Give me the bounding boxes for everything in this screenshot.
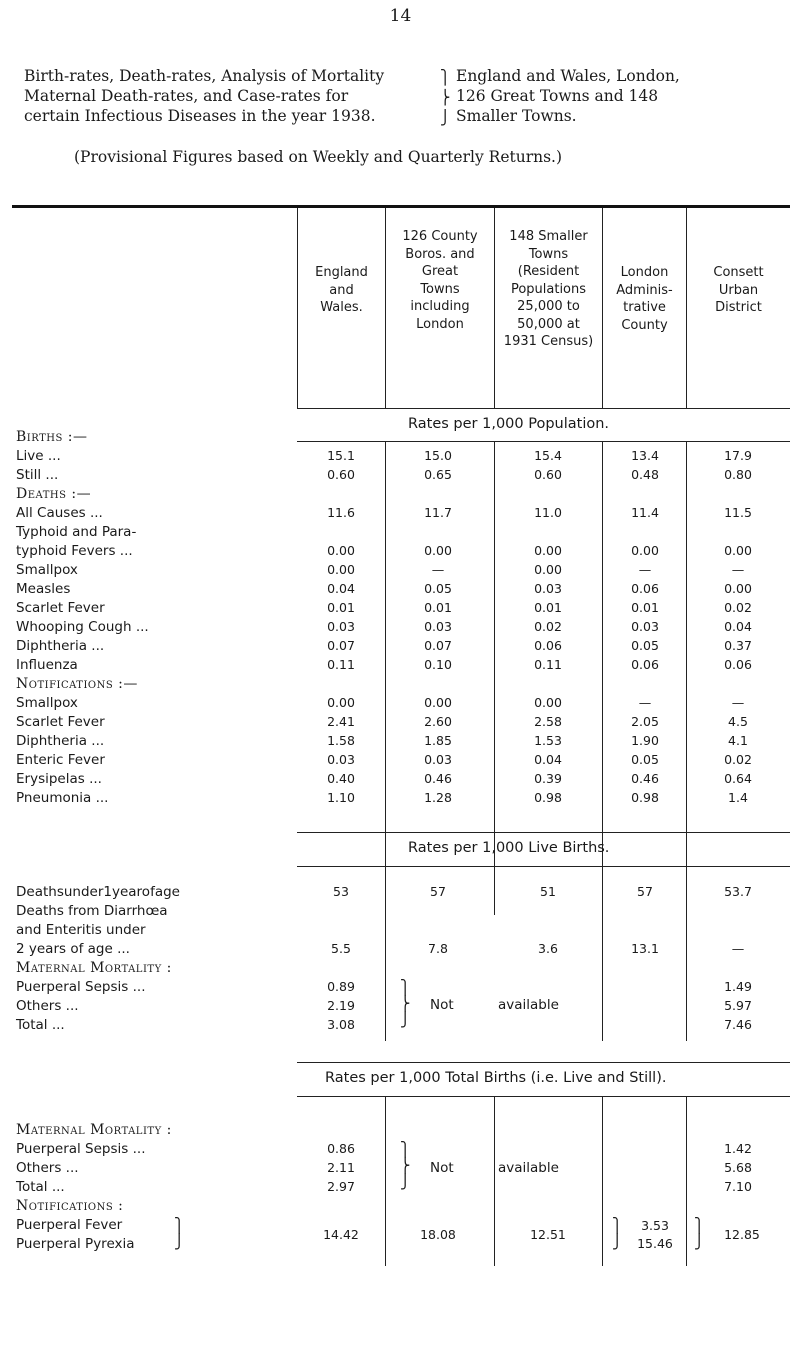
cell-erysipelas-2: 0.39: [534, 771, 562, 786]
cell-mm2-others-0: 2.11: [327, 1160, 355, 1175]
cell-smallpox-n-1: 0.00: [424, 695, 452, 710]
cell-live-4: 17.9: [724, 448, 752, 463]
hdr-text: District: [715, 300, 762, 315]
cell-whooping-2: 0.02: [534, 619, 562, 634]
cell-pneumonia-1: 1.28: [424, 790, 452, 805]
row-label-diarrhoea-2: and Enteritis under: [16, 922, 146, 938]
row-label-erysipelas: Erysipelas ...: [16, 771, 102, 787]
hdr-text: London: [620, 265, 669, 280]
mm1-available: available: [498, 997, 559, 1013]
cell-enteric-3: 0.05: [631, 752, 659, 767]
header-126-towns: [386, 228, 494, 333]
cell-enteric-1: 0.03: [424, 752, 452, 767]
cell-mm1-others-1: 5.97: [724, 998, 752, 1013]
cell-typhoid-1: 0.00: [424, 543, 452, 558]
band3-col-line-3: [494, 1096, 495, 1266]
cell-puerperal-0: 14.42: [323, 1227, 359, 1242]
hdr-text: England: [315, 265, 368, 280]
cell-live-3: 13.4: [631, 448, 659, 463]
cell-measles-1: 0.05: [424, 581, 452, 596]
cell-typhoid-4: 0.00: [724, 543, 752, 558]
cell-scarlet-d-1: 0.01: [424, 600, 452, 615]
section-births: Births :—: [16, 429, 88, 445]
hdr-text: Wales.: [320, 300, 363, 315]
cell-puerperal-1: 18.08: [420, 1227, 456, 1242]
cell-under1-3: 57: [637, 884, 653, 899]
cell-mm1-total-1: 7.46: [724, 1017, 752, 1032]
title-line-1: Birth-rates, Death-rates, Analysis of Mortality: [24, 67, 385, 85]
cell-mm2-others-1: 5.68: [724, 1160, 752, 1175]
band3-col-line-5: [686, 1096, 687, 1266]
cell-scarlet-n-2: 2.58: [534, 714, 562, 729]
hdr-text: Towns: [528, 246, 569, 262]
hdr-text: trative: [623, 300, 666, 315]
row-label-diarrhoea-3: 2 years of age ...: [16, 941, 130, 957]
cell-influenza-2: 0.11: [534, 657, 562, 672]
title-right-line-3: Smaller Towns.: [456, 107, 577, 125]
hdr-text: 1931 Census): [503, 334, 594, 349]
row-label-all-causes: All Causes ...: [16, 505, 103, 521]
title-right-line-1: England and Wales, London,: [456, 67, 680, 85]
cell-pneumonia-3: 0.98: [631, 790, 659, 805]
header-england-wales: [298, 264, 385, 317]
cell-puerperal-3: 3.53: [641, 1218, 669, 1233]
cell-smallpox-d-3: —: [638, 562, 652, 577]
cell-still-3: 0.48: [631, 467, 659, 482]
cell-scarlet-n-1: 2.60: [424, 714, 452, 729]
section-deaths: Deaths :—: [16, 486, 92, 502]
header-london: [603, 264, 686, 334]
cell-scarlet-d-2: 0.01: [534, 600, 562, 615]
row-label-under1: Deathsunder1yearofage: [16, 884, 180, 900]
band2-col-line-2: [385, 866, 386, 1041]
cell-scarlet-n-4: 4.5: [728, 714, 748, 729]
cell-diarrhoea-1: 7.8: [428, 941, 448, 956]
title-right-line-2: 126 Great Towns and 148: [456, 87, 659, 105]
cell-mm2-sepsis-0: 0.86: [327, 1141, 355, 1156]
band3-col-line-2: [385, 1096, 386, 1266]
row-label-influenza: Influenza: [16, 657, 78, 673]
title-brace: ⎫ ⎬ ⎭: [440, 70, 451, 126]
hdr-text: including: [410, 299, 470, 314]
band1-col-line-2: [385, 441, 386, 915]
title-line-2: Maternal Death-rates, and Case-rates for: [24, 87, 349, 105]
cell-influenza-1: 0.10: [424, 657, 452, 672]
cell-under1-4: 53.7: [724, 884, 752, 899]
cell-diphtheria-d-1: 0.07: [424, 638, 452, 653]
hdr-text: 25,000 to: [517, 299, 580, 314]
band-per-total-births: Rates per 1,000 Total Births (i.e. Live and Still).: [325, 1070, 667, 1086]
cell-all-causes-2: 11.0: [534, 505, 562, 520]
cell-smallpox-n-2: 0.00: [534, 695, 562, 710]
mm2-available: available: [498, 1160, 559, 1176]
cell-whooping-3: 0.03: [631, 619, 659, 634]
cell-smallpox-d-1: —: [431, 562, 445, 577]
cell-puerperal-2: 12.51: [530, 1227, 566, 1242]
mm1-brace: ⎫ ⎬ ⎭: [400, 980, 411, 1028]
cell-mm2-total-0: 2.97: [327, 1179, 355, 1194]
band-3-top-rule: [297, 1062, 790, 1063]
cell-mm1-sepsis-1: 1.49: [724, 979, 752, 994]
hdr-text: County: [621, 317, 668, 333]
hdr-text: Boros. and: [405, 246, 475, 262]
row-label-mm1-sepsis: Puerperal Sepsis ...: [16, 979, 146, 995]
hdr-text: Populations: [510, 281, 587, 297]
cell-smallpox-d-4: —: [731, 562, 745, 577]
row-label-mm2-others: Others ...: [16, 1160, 79, 1176]
cell-smallpox-n-4: —: [731, 695, 745, 710]
mm2-not: Not: [430, 1160, 454, 1176]
cell-erysipelas-1: 0.46: [424, 771, 452, 786]
row-label-mm1-total: Total ...: [16, 1017, 65, 1033]
cell-typhoid-0: 0.00: [327, 543, 355, 558]
london-puerperal-brace: ⎫ ⎭: [612, 1218, 623, 1250]
cell-diphtheria-n-0: 1.58: [327, 733, 355, 748]
cell-still-0: 0.60: [327, 467, 355, 482]
band-2-rule: [297, 866, 790, 867]
cell-still-4: 0.80: [724, 467, 752, 482]
mm2-brace: ⎫ ⎬ ⎭: [400, 1142, 411, 1190]
cell-diarrhoea-3: 13.1: [631, 941, 659, 956]
title-left: [24, 66, 384, 126]
row-label-smallpox-deaths: Smallpox: [16, 562, 78, 578]
cell-all-causes-0: 11.6: [327, 505, 355, 520]
band2-col-line-5: [686, 866, 687, 1041]
title-right: [456, 66, 680, 126]
cell-diarrhoea-4: —: [731, 941, 745, 956]
hdr-text: London: [416, 316, 464, 332]
cell-live-2: 15.4: [534, 448, 562, 463]
cell-enteric-0: 0.03: [327, 752, 355, 767]
row-label-mm1-others: Others ...: [16, 998, 79, 1014]
cell-whooping-4: 0.04: [724, 619, 752, 634]
cell-mm1-total-0: 3.08: [327, 1017, 355, 1032]
cell-all-causes-4: 11.5: [724, 505, 752, 520]
row-label-still: Still ...: [16, 467, 59, 483]
cell-diphtheria-n-2: 1.53: [534, 733, 562, 748]
cell-still-1: 0.65: [424, 467, 452, 482]
hdr-text: 50,000 at: [517, 316, 580, 332]
row-label-pneumonia: Pneumonia ...: [16, 790, 109, 806]
cell-smallpox-d-0: 0.00: [327, 562, 355, 577]
cell-diarrhoea-0: 5.5: [331, 941, 351, 956]
cell-mm1-others-0: 2.19: [327, 998, 355, 1013]
cell-influenza-3: 0.06: [631, 657, 659, 672]
section-maternal-1: Maternal Mortality :: [16, 960, 172, 976]
cell-live-0: 15.1: [327, 448, 355, 463]
section-notifications-2: Notifications :: [16, 1198, 124, 1214]
hdr-text: Great: [421, 264, 459, 279]
cell-erysipelas-3: 0.46: [631, 771, 659, 786]
cell-enteric-4: 0.02: [724, 752, 752, 767]
band2-col-line-4: [602, 866, 603, 1041]
cell-diphtheria-d-3: 0.05: [631, 638, 659, 653]
cell-live-1: 15.0: [424, 448, 452, 463]
cell-whooping-1: 0.03: [424, 619, 452, 634]
cell-pneumonia-4: 1.4: [728, 790, 748, 805]
hdr-text: Towns: [420, 281, 460, 297]
band-per-live-births: Rates per 1,000 Live Births.: [408, 840, 610, 856]
band-per-population: Rates per 1,000 Population.: [408, 416, 610, 432]
row-label-typhoid-2: typhoid Fevers ...: [16, 543, 133, 559]
cell-diarrhoea-2: 3.6: [538, 941, 558, 956]
cell-scarlet-d-4: 0.02: [724, 600, 752, 615]
row-label-live: Live ...: [16, 448, 61, 464]
cell-mm2-sepsis-1: 1.42: [724, 1141, 752, 1156]
mm1-not: Not: [430, 997, 454, 1013]
cell-pneumonia-2: 0.98: [534, 790, 562, 805]
hdr-text: Consett: [713, 265, 764, 280]
cell-diphtheria-d-2: 0.06: [534, 638, 562, 653]
cell-under1-1: 57: [430, 884, 446, 899]
row-label-puerperal-pyrexia: Puerperal Pyrexia: [16, 1236, 135, 1252]
cell-influenza-0: 0.11: [327, 657, 355, 672]
cell-smallpox-n-0: 0.00: [327, 695, 355, 710]
cell-scarlet-d-3: 0.01: [631, 600, 659, 615]
cell-all-causes-3: 11.4: [631, 505, 659, 520]
cell-under1-0: 53: [333, 884, 349, 899]
cell-influenza-4: 0.06: [724, 657, 752, 672]
cell-whooping-0: 0.03: [327, 619, 355, 634]
cell-measles-2: 0.03: [534, 581, 562, 596]
top-rule: [12, 205, 790, 208]
cell-pneumonia-0: 1.10: [327, 790, 355, 805]
row-label-diarrhoea-1: Deaths from Diarrhœa: [16, 903, 168, 919]
cell-mm2-total-1: 7.10: [724, 1179, 752, 1194]
row-label-scarlet-deaths: Scarlet Fever: [16, 600, 105, 616]
row-label-mm2-total: Total ...: [16, 1179, 65, 1195]
header-consett: [687, 264, 790, 317]
row-label-scarlet-notif: Scarlet Fever: [16, 714, 105, 730]
row-label-whooping: Whooping Cough ...: [16, 619, 149, 635]
hdr-text: (Resident: [517, 264, 580, 279]
row-label-smallpox-notif: Smallpox: [16, 695, 78, 711]
cell-measles-0: 0.04: [327, 581, 355, 596]
cell-scarlet-n-3: 2.05: [631, 714, 659, 729]
band-2-top-rule: [297, 832, 790, 833]
row-label-diphtheria-notif: Diphtheria ...: [16, 733, 105, 749]
hdr-text: 148 Smaller: [509, 229, 588, 244]
cell-diphtheria-n-1: 1.85: [424, 733, 452, 748]
cell-mm1-sepsis-0: 0.89: [327, 979, 355, 994]
section-maternal-2: Maternal Mortality :: [16, 1122, 172, 1138]
cell-diphtheria-n-3: 1.90: [631, 733, 659, 748]
row-label-typhoid-1: Typhoid and Para-: [16, 524, 137, 540]
hdr-text: and: [329, 282, 354, 298]
puerperal-label-brace: ⎫ ⎭: [174, 1218, 185, 1250]
cell-erysipelas-0: 0.40: [327, 771, 355, 786]
hdr-text: Urban: [718, 282, 759, 298]
row-label-diphtheria-deaths: Diphtheria ...: [16, 638, 105, 654]
cell-enteric-2: 0.04: [534, 752, 562, 767]
row-label-mm2-sepsis: Puerperal Sepsis ...: [16, 1141, 146, 1157]
row-label-enteric: Enteric Fever: [16, 752, 105, 768]
cell-erysipelas-4: 0.64: [724, 771, 752, 786]
band3-col-line-4: [602, 1096, 603, 1266]
cell-puerperal-4: 15.46: [637, 1236, 673, 1251]
cell-all-causes-1: 11.7: [424, 505, 452, 520]
cell-puerperal-5: 12.85: [724, 1227, 760, 1242]
subtitle: (Provisional Figures based on Weekly and Quarterly Returns.): [74, 148, 563, 166]
row-label-puerperal-fever: Puerperal Fever: [16, 1217, 123, 1233]
cell-under1-2: 51: [540, 884, 556, 899]
consett-puerperal-brace: ⎫ ⎭: [694, 1218, 705, 1250]
cell-diphtheria-n-4: 4.1: [728, 733, 748, 748]
section-notifications-1: Notifications :—: [16, 676, 138, 692]
cell-scarlet-n-0: 2.41: [327, 714, 355, 729]
cell-still-2: 0.60: [534, 467, 562, 482]
cell-measles-3: 0.06: [631, 581, 659, 596]
cell-diphtheria-d-4: 0.37: [724, 638, 752, 653]
cell-smallpox-d-2: 0.00: [534, 562, 562, 577]
row-label-measles: Measles: [16, 581, 71, 597]
header-rule: [297, 408, 790, 409]
title-line-3: certain Infectious Diseases in the year 1938.: [24, 107, 376, 125]
band-3-rule: [297, 1096, 790, 1097]
hdr-text: Adminis-: [616, 282, 673, 298]
band-1-rule: [297, 441, 790, 442]
band2-col-line-3: [494, 866, 495, 906]
cell-typhoid-3: 0.00: [631, 543, 659, 558]
band1-col-line-5: [686, 441, 687, 915]
cell-scarlet-d-0: 0.01: [327, 600, 355, 615]
page-number: 14: [389, 6, 412, 26]
hdr-text: 126 County: [402, 229, 478, 244]
cell-smallpox-n-3: —: [638, 695, 652, 710]
cell-typhoid-2: 0.00: [534, 543, 562, 558]
cell-measles-4: 0.00: [724, 581, 752, 596]
cell-diphtheria-d-0: 0.07: [327, 638, 355, 653]
header-148-towns: [495, 228, 602, 351]
